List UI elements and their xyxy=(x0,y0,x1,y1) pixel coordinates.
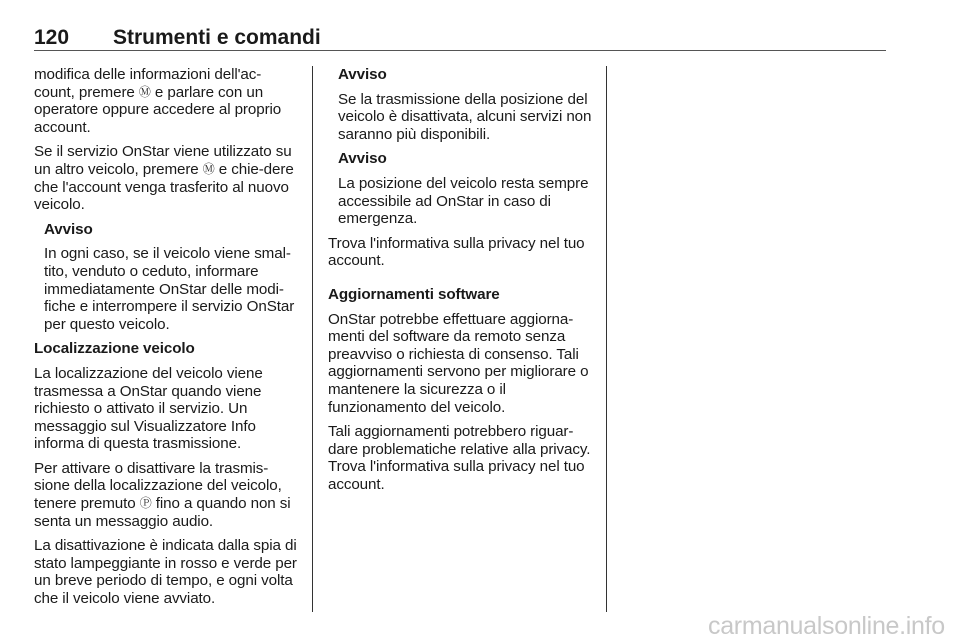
paragraph: Trova l'informativa sulla privacy nel tuo account. xyxy=(328,234,585,270)
notice-box xyxy=(328,66,596,143)
column-divider xyxy=(606,66,607,612)
notice-title: Avviso xyxy=(338,66,387,83)
paragraph: Tali aggiornamenti potrebbero riguar-dare problematiche relative alla privacy. Trova l'informativa sulla privacy nel tuo account. xyxy=(328,423,591,493)
page-number: 120 xyxy=(34,26,70,49)
paragraph: OnStar potrebbe effettuare aggiorna-menti del software da remoto senza preavviso o richiesta di consenso. Tali aggiornamenti servono per migliorare o mantenere la sicurezza o il funzionamento del veicolo. xyxy=(328,310,589,416)
onstar-button-icon: Ⓜ xyxy=(138,84,151,99)
notice-title: Avviso xyxy=(44,220,93,238)
column-1 xyxy=(34,66,302,615)
privacy-button-icon: Ⓟ xyxy=(139,496,152,511)
notice-body: In ogni caso, se il veicolo viene smal-tito, venduto o ceduto, informare immediatamente OnStar delle modi-fiche e interrompere il servizio OnStar per questo veicolo. xyxy=(44,245,295,333)
header-rule xyxy=(34,50,886,51)
column-2 xyxy=(328,66,596,500)
notice-title: Avviso xyxy=(338,150,387,168)
chapter-title: Strumenti e comandi xyxy=(113,26,321,49)
watermark: carmanualsonline.info xyxy=(708,612,945,640)
notice-body: Se la trasmissione della posizione del veicolo è disattivata, alcuni servizi non saranno più disponibili. xyxy=(338,90,592,143)
paragraph: La disattivazione è indicata dalla spia di stato lampeggiante in rosso e verde per un breve periodo di tempo, e ogni volta che il veicolo viene avviato. xyxy=(34,537,297,608)
paragraph: Per attivare o disattivare la trasmis-sione della localizzazione del veicolo, tenere premuto Ⓟ fino a quando non si senta un messaggio audio. xyxy=(34,459,291,530)
page-header xyxy=(34,26,886,50)
paragraph: La localizzazione del veicolo viene trasmessa a OnStar quando viene richiesto o attivato il servizio. Un messaggio sul Visualizzatore Info informa di questa trasmissione. xyxy=(34,364,263,453)
onstar-button-icon: Ⓜ xyxy=(202,161,215,176)
notice-body: La posizione del veicolo resta sempre accessibile ad OnStar in caso di emergenza. xyxy=(338,174,589,228)
section-heading: Localizzazione veicolo xyxy=(34,340,195,358)
paragraph: modifica delle informazioni dell'ac- count, premere Ⓜ e parlare con un operatore oppure accedere al proprio account. xyxy=(34,66,282,136)
section-heading: Aggiornamenti software xyxy=(328,285,500,303)
notice-box xyxy=(328,150,596,227)
notice-box xyxy=(34,221,302,334)
column-divider xyxy=(312,66,313,612)
paragraph: Se il servizio OnStar viene utilizzato su un altro veicolo, premere Ⓜ e chie-dere che l'account venga trasferito al nuovo veicolo. xyxy=(34,143,294,214)
